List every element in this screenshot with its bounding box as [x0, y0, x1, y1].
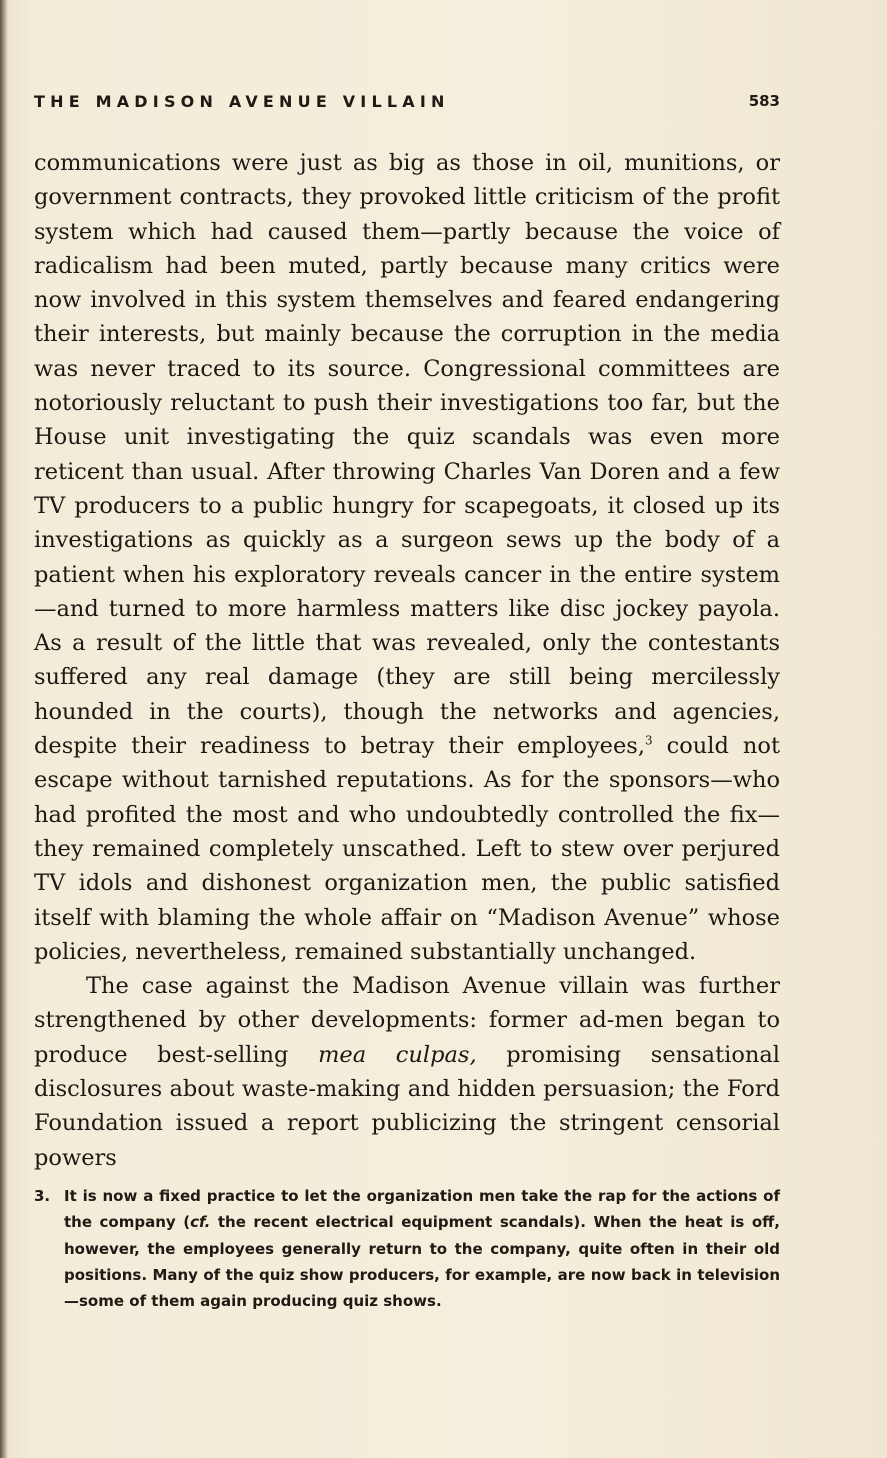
body-text	[34, 146, 780, 1175]
footnote-italic: cf.	[190, 1213, 211, 1232]
footnote-body	[64, 1183, 780, 1314]
paragraph-2-end: promising sensational disclosures about waste-making and hidden persuasion; the Ford Foundation issued a report publicizing the stringent censorial powers	[34, 1041, 780, 1171]
footnote-number: 3.	[34, 1187, 51, 1205]
paragraph-1-text: communications were just as big as those in oil, munitions, or government contracts, they provoked little criticism of the profit system which had caused them—partly because the voice of radicalism had been muted, partly because many critics were now involved in this system themselves and feared endangering their interests, but mainly because the corruption in the media was never traced to its source. Congressional committees are notoriously reluctant to push their investigations too far, but the House unit investigating the quiz scandals was even more reticent than usual. After throwing Charles Van Doren and a few TV producers to a public hungry for scapegoats, it closed up its investigations as quickly as a surgeon sews up the body of a patient when his exploratory reveals cancer in the entire system—and turned to more harmless matters like disc jockey payola. As a result of the little that was revealed, only the contestants suffered any real damage (they are still being mercilessly hounded in the courts), though the networks and agencies, despite their readiness to betray their employees,	[34, 150, 780, 760]
footnote	[34, 1183, 780, 1314]
book-spine-shadow	[0, 0, 8, 1458]
running-header	[34, 92, 780, 116]
paragraph-1	[34, 146, 780, 969]
paragraph-2-start: The case against the Madison Avenue villain was further strengthened by other developments: former ad-men began to produce best-selling	[34, 973, 780, 1068]
footnote-text-end: the recent electrical equipment scandals). When the heat is off, however, the employees generally return to the company, quite often in their old positions. Many of the quiz show producers, for example, are now back in television—some of them again producing quiz shows.	[64, 1213, 780, 1311]
running-title: THE MADISON AVENUE VILLAIN	[34, 92, 450, 111]
paragraph-1-continuation: could not escape without tarnished reputations. As for the sponsors—who had profited the most and who undoubtedly controlled the fix—they remained completely unscathed. Left to stew over perjured TV idols and dishonest organization men, the public satisfied itself with blaming the whole affair on “Madison Avenue” whose policies, nevertheless, remained substantially unchanged.	[34, 733, 780, 965]
paragraph-2	[34, 969, 780, 1175]
footnote-text-start: It is now a fixed practice to let the organization men take the rap for the actions of the company (	[64, 1187, 780, 1232]
page-number: 583	[748, 92, 780, 110]
footnote-reference: 3	[645, 733, 653, 748]
paragraph-2-italic: mea culpas,	[318, 1041, 477, 1068]
